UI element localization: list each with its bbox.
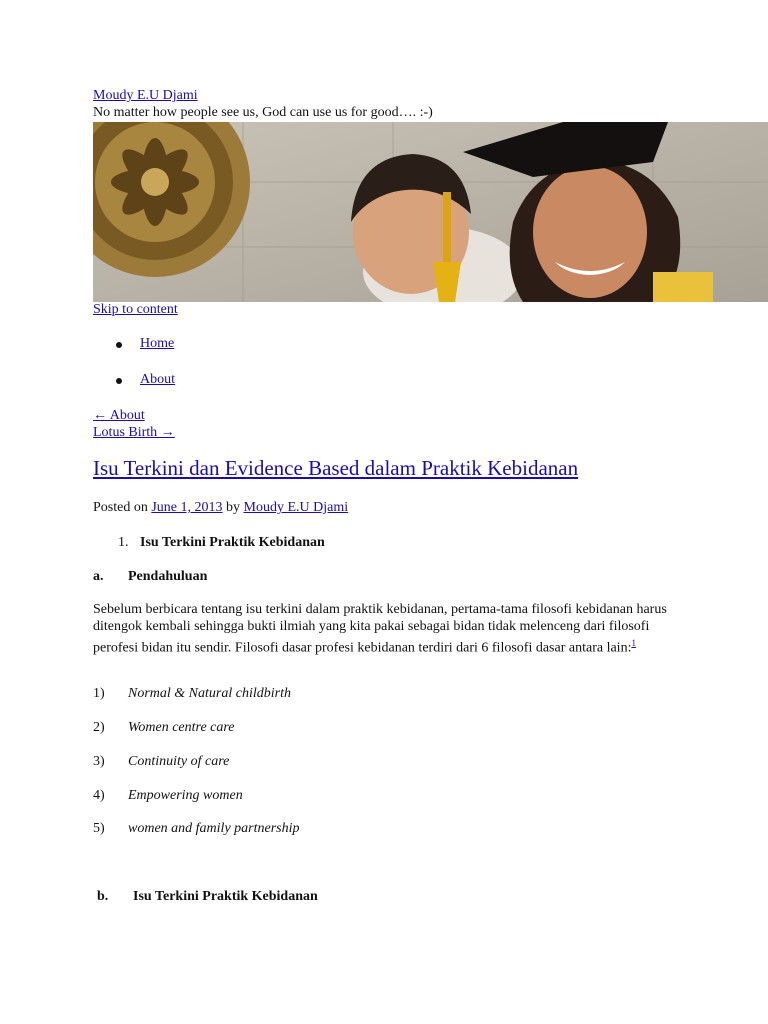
list-item	[93, 754, 229, 770]
list-item	[93, 720, 235, 736]
author-link[interactable]: Moudy E.U Djami	[243, 500, 349, 515]
nav-item-about	[93, 366, 175, 402]
section-heading-1	[118, 535, 325, 551]
footnote-link[interactable]: 1	[631, 638, 636, 648]
list-text: women and family partnership	[128, 821, 300, 836]
bullet-icon	[116, 342, 122, 348]
list-number: 4)	[93, 788, 105, 803]
subsection-heading-a	[93, 569, 207, 585]
list-text: Women centre care	[128, 720, 235, 735]
paragraph-text: Sebelum berbicara tentang isu terkini dalam praktik kebidanan, pertama-tama filosofi kebidanan harus ditengok kembali sehingga bukti ilmiah yang kita pakai sebagai bidan tidak melenceng dari filosofi perofesi bidan itu sendir. Filosofi dasar profesi kebidanan terdiri dari 6 filosofi dasar antara lain:	[93, 602, 667, 656]
list-text: Continuity of care	[128, 754, 230, 769]
list-number: 3)	[93, 754, 105, 769]
site-tagline: No matter how people see us, God can use us for good…. :-)	[93, 105, 433, 120]
list-text: Normal & Natural childbirth	[128, 686, 291, 701]
main-nav	[93, 330, 175, 402]
subsection-letter: b.	[97, 889, 109, 904]
list-item	[93, 821, 300, 837]
post-title-link[interactable]: Isu Terkini dan Evidence Based dalam Praktik Kebidanan	[93, 456, 579, 480]
skip-to-content-link[interactable]: Skip to content	[93, 302, 178, 317]
subsection-title: Isu Terkini Praktik Kebidanan	[133, 889, 318, 904]
post-date-link[interactable]: June 1, 2013	[151, 500, 223, 515]
post-meta	[93, 500, 348, 516]
posted-on-label: Posted on	[93, 500, 148, 515]
section-title: Isu Terkini Praktik Kebidanan	[140, 535, 325, 550]
header-banner-image	[93, 122, 768, 302]
subsection-heading-b	[97, 889, 318, 905]
previous-post-link[interactable]: ← About	[93, 408, 145, 423]
bullet-icon	[116, 378, 122, 384]
nav-item-home	[93, 330, 175, 366]
nav-link-home[interactable]: Home	[140, 336, 175, 351]
section-number: 1.	[118, 535, 129, 550]
by-label: by	[226, 500, 241, 515]
next-post-link[interactable]: Lotus Birth →	[93, 425, 175, 440]
list-number: 2)	[93, 720, 105, 735]
subsection-letter: a.	[93, 569, 104, 584]
post-title	[93, 456, 578, 481]
subsection-title: Pendahuluan	[128, 569, 208, 584]
site-title-link[interactable]: Moudy E.U Djami	[93, 88, 198, 103]
banner-photo	[93, 122, 768, 302]
list-item	[93, 788, 243, 804]
nav-link-about[interactable]: About	[140, 372, 175, 387]
list-text: Empowering women	[128, 788, 243, 803]
list-number: 1)	[93, 686, 105, 701]
list-item	[93, 686, 291, 702]
list-number: 5)	[93, 821, 105, 836]
intro-paragraph	[93, 601, 673, 657]
